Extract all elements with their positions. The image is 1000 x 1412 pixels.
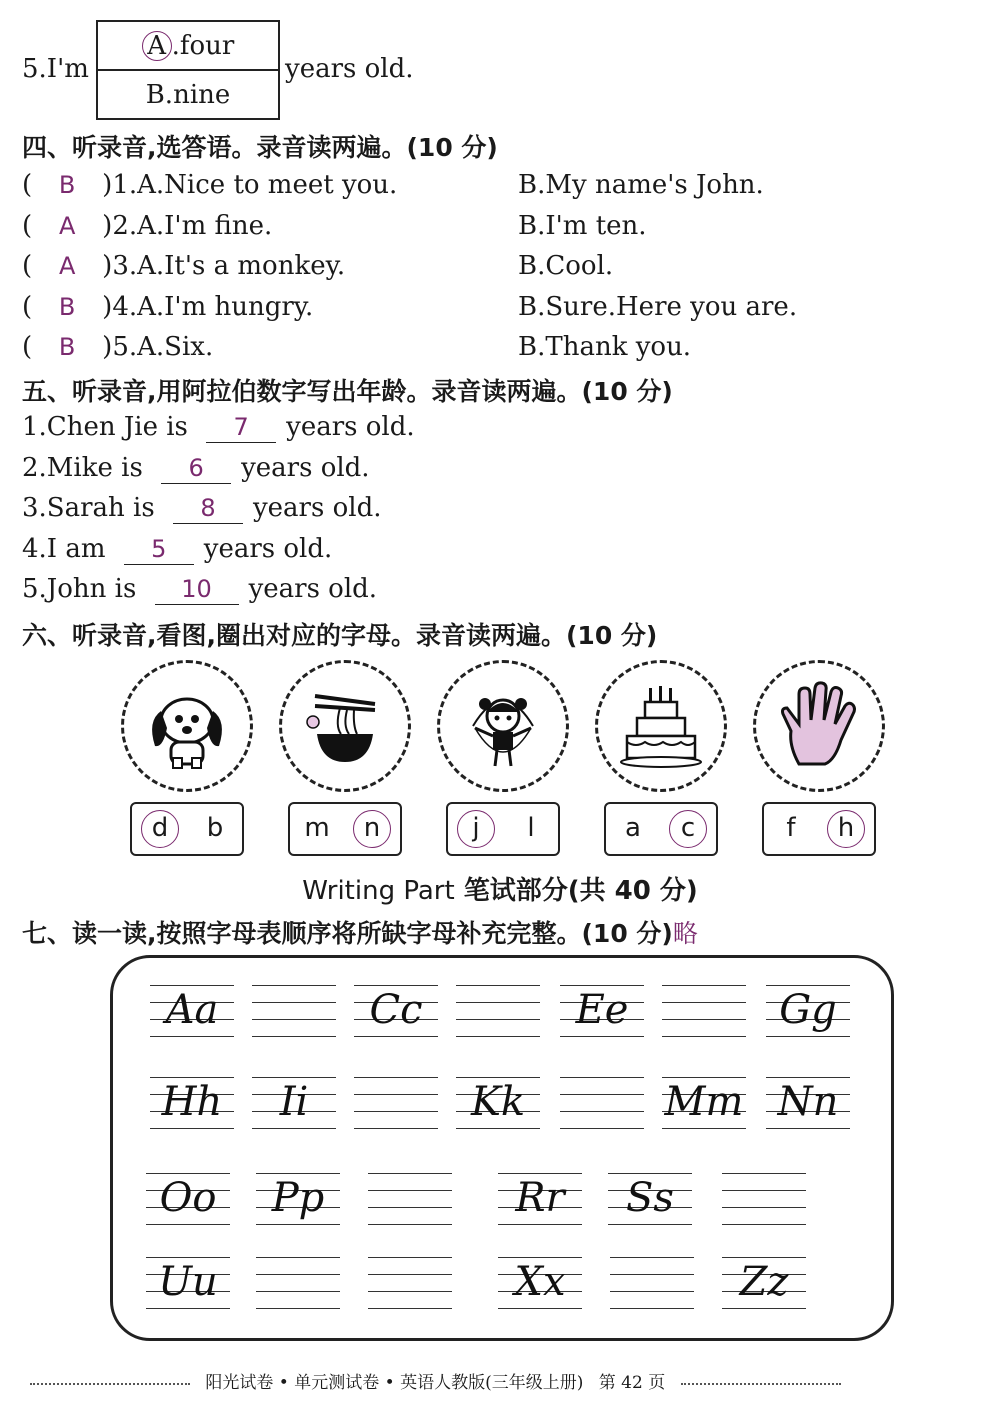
ruled-line bbox=[560, 1077, 644, 1078]
footer-text: 阳光试卷 • 单元测试卷 • 英语人教版(三年级上册) bbox=[205, 1373, 584, 1393]
question-number: 2. bbox=[112, 210, 138, 241]
alphabet-blank-cell[interactable] bbox=[456, 985, 540, 1037]
age-answer-blank: 8 bbox=[173, 493, 243, 524]
sentence-end: years old. bbox=[286, 412, 415, 442]
sentence-start: 4.I am bbox=[22, 533, 106, 564]
ruled-line bbox=[368, 1190, 452, 1191]
ruled-line bbox=[766, 1036, 850, 1037]
letter-pair: Nn bbox=[777, 1079, 839, 1125]
ruled-line bbox=[150, 985, 234, 986]
q5-option-a-letter: A bbox=[142, 31, 172, 61]
hand-icon bbox=[753, 660, 885, 792]
alphabet-letter-cell bbox=[722, 1257, 806, 1309]
ruled-line bbox=[150, 1077, 234, 1078]
ruled-line bbox=[498, 1308, 582, 1309]
question-number: 4. bbox=[112, 291, 138, 322]
ruled-line bbox=[662, 1036, 746, 1037]
footer bbox=[30, 1368, 970, 1393]
section4-question bbox=[22, 249, 345, 283]
ruled-line bbox=[560, 1036, 644, 1037]
ruled-line bbox=[662, 1128, 746, 1129]
letter-choice-box bbox=[130, 802, 244, 856]
question-number: 3. bbox=[112, 251, 138, 281]
sentence-start: 5.John is bbox=[22, 574, 137, 604]
answer-choice: B bbox=[58, 171, 76, 199]
ruled-line bbox=[368, 1224, 452, 1225]
ruled-line bbox=[252, 1002, 336, 1003]
option-a: A.I'm fine. bbox=[137, 210, 273, 241]
noodles-icon bbox=[279, 660, 411, 792]
writing-part-cn: 笔试部分(共 40 分) bbox=[454, 876, 698, 906]
alphabet-letter-cell bbox=[354, 985, 438, 1037]
letter-pair: Ii bbox=[279, 1079, 309, 1125]
ruled-line bbox=[560, 1128, 644, 1129]
ruled-line bbox=[610, 1257, 694, 1258]
option-b: B.Thank you. bbox=[518, 332, 692, 362]
ruled-line bbox=[560, 1094, 644, 1095]
ruled-line bbox=[368, 1291, 452, 1292]
alphabet-blank-cell[interactable] bbox=[722, 1173, 806, 1225]
letter-option[interactable]: f bbox=[786, 813, 796, 843]
cake-icon bbox=[595, 660, 727, 792]
alphabet-letter-cell bbox=[252, 1077, 336, 1129]
ruled-line bbox=[146, 1224, 230, 1225]
ruled-line bbox=[146, 1173, 230, 1174]
option-a: A.Nice to meet you. bbox=[137, 170, 398, 200]
age-sentence bbox=[22, 410, 415, 444]
section5-title: 五、听录音,用阿拉伯数字写出年龄。录音读两遍。(10 分) bbox=[22, 377, 673, 406]
paren-open: ( bbox=[22, 210, 33, 241]
alphabet-letter-cell bbox=[456, 1077, 540, 1129]
section4-question bbox=[22, 209, 272, 243]
ruled-line bbox=[766, 985, 850, 986]
ruled-line bbox=[354, 1077, 438, 1078]
alphabet-letter-cell bbox=[256, 1173, 340, 1225]
writing-part-header bbox=[0, 870, 1000, 907]
ruled-line bbox=[252, 1128, 336, 1129]
option-a: A.Six. bbox=[137, 332, 214, 362]
age-sentence bbox=[22, 572, 377, 606]
alphabet-letter-cell bbox=[498, 1257, 582, 1309]
section7-title: 七、读一读,按照字母表顺序将所缺字母补充完整。(10 分) bbox=[22, 919, 673, 948]
alphabet-letter-cell bbox=[150, 1077, 234, 1129]
ruled-line bbox=[256, 1173, 340, 1174]
section4-question bbox=[22, 290, 313, 324]
age-sentence bbox=[22, 451, 370, 485]
ruled-line bbox=[456, 1002, 540, 1003]
letter-choice-box bbox=[288, 802, 402, 856]
letter-pair: Oo bbox=[159, 1175, 217, 1221]
ruled-line bbox=[456, 1128, 540, 1129]
age-sentence bbox=[22, 491, 381, 525]
alphabet-letter-cell bbox=[498, 1173, 582, 1225]
footer-dots-right bbox=[681, 1383, 841, 1385]
letter-pair: Hh bbox=[161, 1079, 223, 1125]
section4-question bbox=[22, 168, 397, 202]
footer-dots-left bbox=[30, 1383, 190, 1385]
ruled-line bbox=[354, 1128, 438, 1129]
letter-pair: Pp bbox=[271, 1175, 325, 1221]
question-number: 1. bbox=[112, 170, 138, 200]
answer-choice: B bbox=[58, 333, 76, 361]
age-answer-blank: 10 bbox=[155, 574, 239, 605]
ruled-line bbox=[608, 1224, 692, 1225]
ruled-line bbox=[662, 1002, 746, 1003]
ruled-line bbox=[252, 1077, 336, 1078]
letter-pair: Mm bbox=[664, 1079, 744, 1125]
ruled-line bbox=[662, 1077, 746, 1078]
ruled-line bbox=[610, 1291, 694, 1292]
sentence-start: 1.Chen Jie is bbox=[22, 412, 188, 442]
paren-close: ) bbox=[102, 291, 113, 322]
letter-pair: Ss bbox=[626, 1175, 674, 1221]
ruled-line bbox=[354, 1111, 438, 1112]
paren-close: ) bbox=[102, 251, 113, 281]
letter-pair: Zz bbox=[739, 1259, 789, 1305]
ruled-line bbox=[498, 1224, 582, 1225]
ruled-line bbox=[498, 1257, 582, 1258]
alphabet-blank-cell[interactable] bbox=[662, 985, 746, 1037]
q5-option-a bbox=[98, 22, 278, 71]
ruled-line bbox=[766, 1128, 850, 1129]
option-a: A.I'm hungry. bbox=[137, 291, 314, 322]
alphabet-blank-cell[interactable] bbox=[610, 1257, 694, 1309]
letter-option[interactable]: a bbox=[625, 813, 641, 843]
sentence-start: 2.Mike is bbox=[22, 452, 143, 483]
ruled-line bbox=[354, 1036, 438, 1037]
alphabet-blank-cell[interactable] bbox=[256, 1257, 340, 1309]
ruled-line bbox=[722, 1308, 806, 1309]
ruled-line bbox=[368, 1257, 452, 1258]
option-b: B.My name's John. bbox=[518, 170, 764, 200]
ruled-line bbox=[368, 1207, 452, 1208]
sentence-start: 3.Sarah is bbox=[22, 493, 155, 523]
alphabet-blank-cell[interactable] bbox=[252, 985, 336, 1037]
ruled-line bbox=[146, 1308, 230, 1309]
q5-suffix: years old. bbox=[285, 54, 414, 84]
alphabet-blank-cell[interactable] bbox=[368, 1173, 452, 1225]
section4-question bbox=[22, 330, 213, 364]
option-b: B.I'm ten. bbox=[518, 210, 647, 241]
ruled-line bbox=[456, 1036, 540, 1037]
letter-option[interactable]: c bbox=[669, 810, 707, 848]
sentence-end: years old. bbox=[248, 574, 378, 604]
ruled-line bbox=[368, 1308, 452, 1309]
alphabet-letter-cell bbox=[662, 1077, 746, 1129]
ruled-line bbox=[354, 1094, 438, 1095]
ruled-line bbox=[722, 1257, 806, 1258]
letter-pair: Rr bbox=[515, 1175, 565, 1221]
ruled-line bbox=[608, 1173, 692, 1174]
q5-option-b: B.nine bbox=[145, 79, 231, 110]
question-number: 5. bbox=[112, 332, 138, 362]
footer-page: 第 42 页 bbox=[598, 1373, 666, 1393]
letter-option[interactable]: m bbox=[304, 813, 330, 843]
ruled-line bbox=[610, 1274, 694, 1275]
letter-pair: Gg bbox=[779, 987, 837, 1033]
paren-close: ) bbox=[102, 210, 113, 241]
ruled-line bbox=[456, 1077, 540, 1078]
letter-option[interactable]: j bbox=[457, 810, 495, 848]
alphabet-letter-cell bbox=[150, 985, 234, 1037]
section6-title: 六、听录音,看图,圈出对应的字母。录音读两遍。(10 分) bbox=[22, 621, 658, 650]
alphabet-blank-cell[interactable] bbox=[368, 1257, 452, 1309]
ruled-line bbox=[722, 1207, 806, 1208]
paren-open: ( bbox=[22, 251, 33, 281]
ruled-line bbox=[610, 1308, 694, 1309]
girl-jumping-rope-icon bbox=[437, 660, 569, 792]
ruled-line bbox=[766, 1077, 850, 1078]
ruled-line bbox=[256, 1257, 340, 1258]
sentence-end: years old. bbox=[241, 452, 370, 483]
letter-option[interactable]: h bbox=[827, 810, 865, 848]
ruled-line bbox=[150, 1128, 234, 1129]
ruled-line bbox=[354, 985, 438, 986]
alphabet-blank-cell[interactable] bbox=[560, 1077, 644, 1129]
letter-choice-box bbox=[604, 802, 718, 856]
ruled-line bbox=[256, 1308, 340, 1309]
ruled-line bbox=[252, 1036, 336, 1037]
option-b: B.Sure.Here you are. bbox=[518, 291, 798, 322]
alphabet-letter-cell bbox=[608, 1173, 692, 1225]
ruled-line bbox=[456, 985, 540, 986]
alphabet-letter-cell bbox=[766, 985, 850, 1037]
ruled-line bbox=[368, 1173, 452, 1174]
ruled-line bbox=[722, 1224, 806, 1225]
alphabet-letter-cell bbox=[146, 1257, 230, 1309]
ruled-line bbox=[252, 1019, 336, 1020]
letter-pair: Cc bbox=[369, 987, 423, 1033]
ruled-line bbox=[150, 1036, 234, 1037]
ruled-line bbox=[662, 985, 746, 986]
letter-option[interactable]: n bbox=[353, 810, 391, 848]
paren-open: ( bbox=[22, 332, 33, 362]
q5-option-box bbox=[96, 20, 280, 120]
letter-choice-box bbox=[762, 802, 876, 856]
ruled-line bbox=[560, 985, 644, 986]
letter-pair: Xx bbox=[514, 1259, 566, 1305]
paren-close: ) bbox=[102, 332, 113, 362]
q5-prefix: 5.I'm bbox=[22, 54, 89, 84]
alphabet-letter-cell bbox=[146, 1173, 230, 1225]
answer-choice: A bbox=[58, 211, 76, 240]
letter-option[interactable]: b bbox=[206, 813, 224, 843]
letter-pair: Uu bbox=[158, 1259, 218, 1305]
writing-part-latin: Writing Part bbox=[302, 876, 455, 906]
letter-option[interactable]: l bbox=[527, 813, 535, 843]
ruled-line bbox=[498, 1173, 582, 1174]
letter-pair: Aa bbox=[165, 987, 219, 1033]
letter-choice-box bbox=[446, 802, 560, 856]
ruled-line bbox=[662, 1019, 746, 1020]
alphabet-letter-cell bbox=[560, 985, 644, 1037]
age-answer-blank: 5 bbox=[124, 534, 194, 565]
age-sentence bbox=[22, 532, 332, 566]
ruled-line bbox=[368, 1274, 452, 1275]
answer-choice: A bbox=[58, 252, 76, 280]
paren-open: ( bbox=[22, 170, 33, 200]
option-a: A.It's a monkey. bbox=[137, 251, 346, 281]
section7-title-row bbox=[22, 914, 698, 950]
letter-pair: Kk bbox=[470, 1079, 526, 1125]
ruled-line bbox=[252, 985, 336, 986]
paren-open: ( bbox=[22, 291, 33, 322]
ruled-line bbox=[256, 1274, 340, 1275]
answer-choice: B bbox=[58, 292, 76, 321]
dog-icon bbox=[121, 660, 253, 792]
q5-option-a-text: .four bbox=[171, 30, 235, 61]
letter-option[interactable]: d bbox=[141, 810, 179, 848]
sentence-end: years old. bbox=[203, 533, 333, 564]
alphabet-letter-cell bbox=[766, 1077, 850, 1129]
alphabet-blank-cell[interactable] bbox=[354, 1077, 438, 1129]
age-answer-blank: 7 bbox=[206, 412, 276, 443]
sentence-end: years old. bbox=[252, 493, 382, 523]
ruled-line bbox=[256, 1224, 340, 1225]
ruled-line bbox=[146, 1257, 230, 1258]
ruled-line bbox=[722, 1190, 806, 1191]
ruled-line bbox=[560, 1111, 644, 1112]
ruled-line bbox=[456, 1019, 540, 1020]
ruled-line bbox=[722, 1173, 806, 1174]
ruled-line bbox=[256, 1291, 340, 1292]
section4-title: 四、听录音,选答语。录音读两遍。(10 分) bbox=[22, 133, 498, 162]
age-answer-blank: 6 bbox=[161, 453, 231, 484]
paren-close: ) bbox=[102, 170, 113, 200]
option-b: B.Cool. bbox=[518, 251, 614, 281]
letter-pair: Ee bbox=[575, 987, 629, 1033]
section7-note: 略 bbox=[672, 919, 698, 948]
